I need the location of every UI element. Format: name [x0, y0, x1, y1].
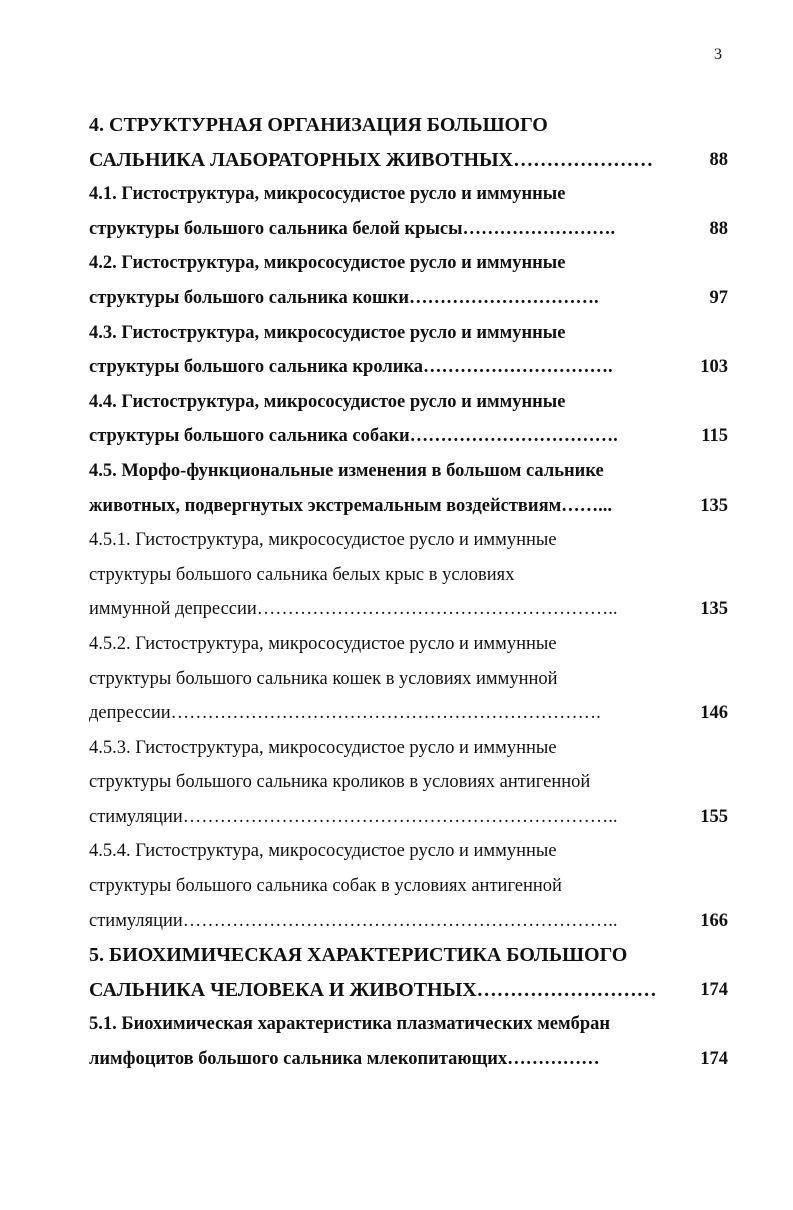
toc-entry-text: 4.5.4. Гистоструктура, микрососудистое русло и иммунные [89, 841, 557, 862]
toc-page-number: 174 [700, 1049, 728, 1070]
toc-entry-text: структуры большого сальника кроликов в условиях антигенной [89, 772, 591, 793]
toc-line [89, 419, 729, 454]
toc-line [89, 246, 729, 281]
toc-page-number: 97 [709, 287, 728, 308]
toc-line [89, 177, 729, 212]
toc-line [89, 938, 729, 973]
toc-entry-text: лимфоцитов большого сальника млекопитающих…………… [89, 1049, 600, 1070]
toc-entry-text: стимуляции…………………………………………………………….. [89, 806, 618, 827]
toc-entry-text: 4.1. Гистоструктура, микрососудистое русло и иммунные [89, 184, 566, 205]
toc-line [89, 800, 729, 835]
toc-entry-text: структуры большого сальника кролика…………………………. [89, 357, 613, 378]
toc-line [89, 108, 729, 143]
page-number: 3 [714, 46, 722, 63]
toc-line [89, 385, 729, 420]
toc-line [89, 489, 729, 524]
toc-page-number: 115 [701, 426, 728, 447]
toc-entry-text: 4.3. Гистоструктура, микрососудистое русло и иммунные [89, 322, 566, 343]
toc-entry-text: структуры большого сальника собак в условиях антигенной [89, 876, 562, 897]
toc-entry-text: САЛЬНИКА ЛАБОРАТОРНЫХ ЖИВОТНЫХ………………… [89, 148, 654, 171]
toc-entry-text: стимуляции…………………………………………………………….. [89, 910, 618, 931]
toc-entry-text: 4.5.2. Гистоструктура, микрососудистое русло и иммунные [89, 633, 557, 654]
toc-line [89, 696, 729, 731]
toc-line [89, 765, 729, 800]
toc-entry-text: животных, подвергнутых экстремальным воздействиям……... [89, 495, 613, 516]
toc-entry-text: структуры большого сальника белых крыс в условиях [89, 564, 515, 585]
toc-entry-text: 4.4. Гистоструктура, микрососудистое русло и иммунные [89, 391, 566, 412]
toc-line [89, 869, 729, 904]
toc-entry-text: структуры большого сальника собаки……………………………. [89, 426, 618, 447]
toc-line [89, 1042, 729, 1077]
toc-line [89, 281, 729, 316]
toc-line [89, 834, 729, 869]
toc-page-number: 88 [709, 218, 728, 239]
toc-entry-text: 5.1. Биохимическая характеристика плазматических мембран [89, 1014, 611, 1035]
table-of-contents [89, 108, 729, 1077]
toc-line [89, 212, 729, 247]
toc-page-number: 88 [709, 149, 728, 170]
toc-page-number: 146 [700, 703, 728, 724]
toc-line [89, 662, 729, 697]
toc-line [89, 523, 729, 558]
toc-line [89, 143, 729, 178]
toc-entry-text: структуры большого сальника кошки…………………………. [89, 287, 599, 308]
toc-page-number: 135 [700, 495, 728, 516]
toc-entry-text: иммунной депрессии………………………………………………….. [89, 599, 618, 620]
toc-line [89, 454, 729, 489]
toc-line [89, 627, 729, 662]
toc-entry-text: САЛЬНИКА ЧЕЛОВЕКА И ЖИВОТНЫХ……………………… [89, 978, 657, 1001]
toc-entry-text: 5. БИОХИМИЧЕСКАЯ ХАРАКТЕРИСТИКА БОЛЬШОГО [89, 944, 628, 967]
toc-line [89, 973, 729, 1008]
toc-entry-text: депрессии……………………………………………………………. [89, 703, 601, 724]
toc-page-number: 174 [700, 979, 728, 1000]
toc-page-number: 166 [700, 910, 728, 931]
toc-entry-text: 4. СТРУКТУРНАЯ ОРГАНИЗАЦИЯ БОЛЬШОГО [89, 114, 548, 136]
toc-entry-text: 4.2. Гистоструктура, микрососудистое русло и иммунные [89, 253, 566, 274]
toc-entry-text: 4.5.1. Гистоструктура, микрососудистое русло и иммунные [89, 530, 557, 551]
toc-line [89, 731, 729, 766]
toc-page-number: 155 [700, 806, 728, 827]
toc-line [89, 1007, 729, 1042]
toc-line [89, 350, 729, 385]
toc-entry-text: 4.5.3. Гистоструктура, микрососудистое русло и иммунные [89, 737, 557, 758]
toc-entry-text: структуры большого сальника белой крысы……………………. [89, 218, 616, 239]
toc-line [89, 316, 729, 351]
toc-line [89, 904, 729, 939]
toc-entry-text: 4.5. Морфо-функциональные изменения в большом сальнике [89, 460, 604, 481]
toc-page-number: 103 [700, 357, 728, 378]
toc-line [89, 558, 729, 593]
toc-line [89, 592, 729, 627]
toc-page-number: 135 [700, 599, 728, 620]
toc-entry-text: структуры большого сальника кошек в условиях иммунной [89, 668, 558, 689]
